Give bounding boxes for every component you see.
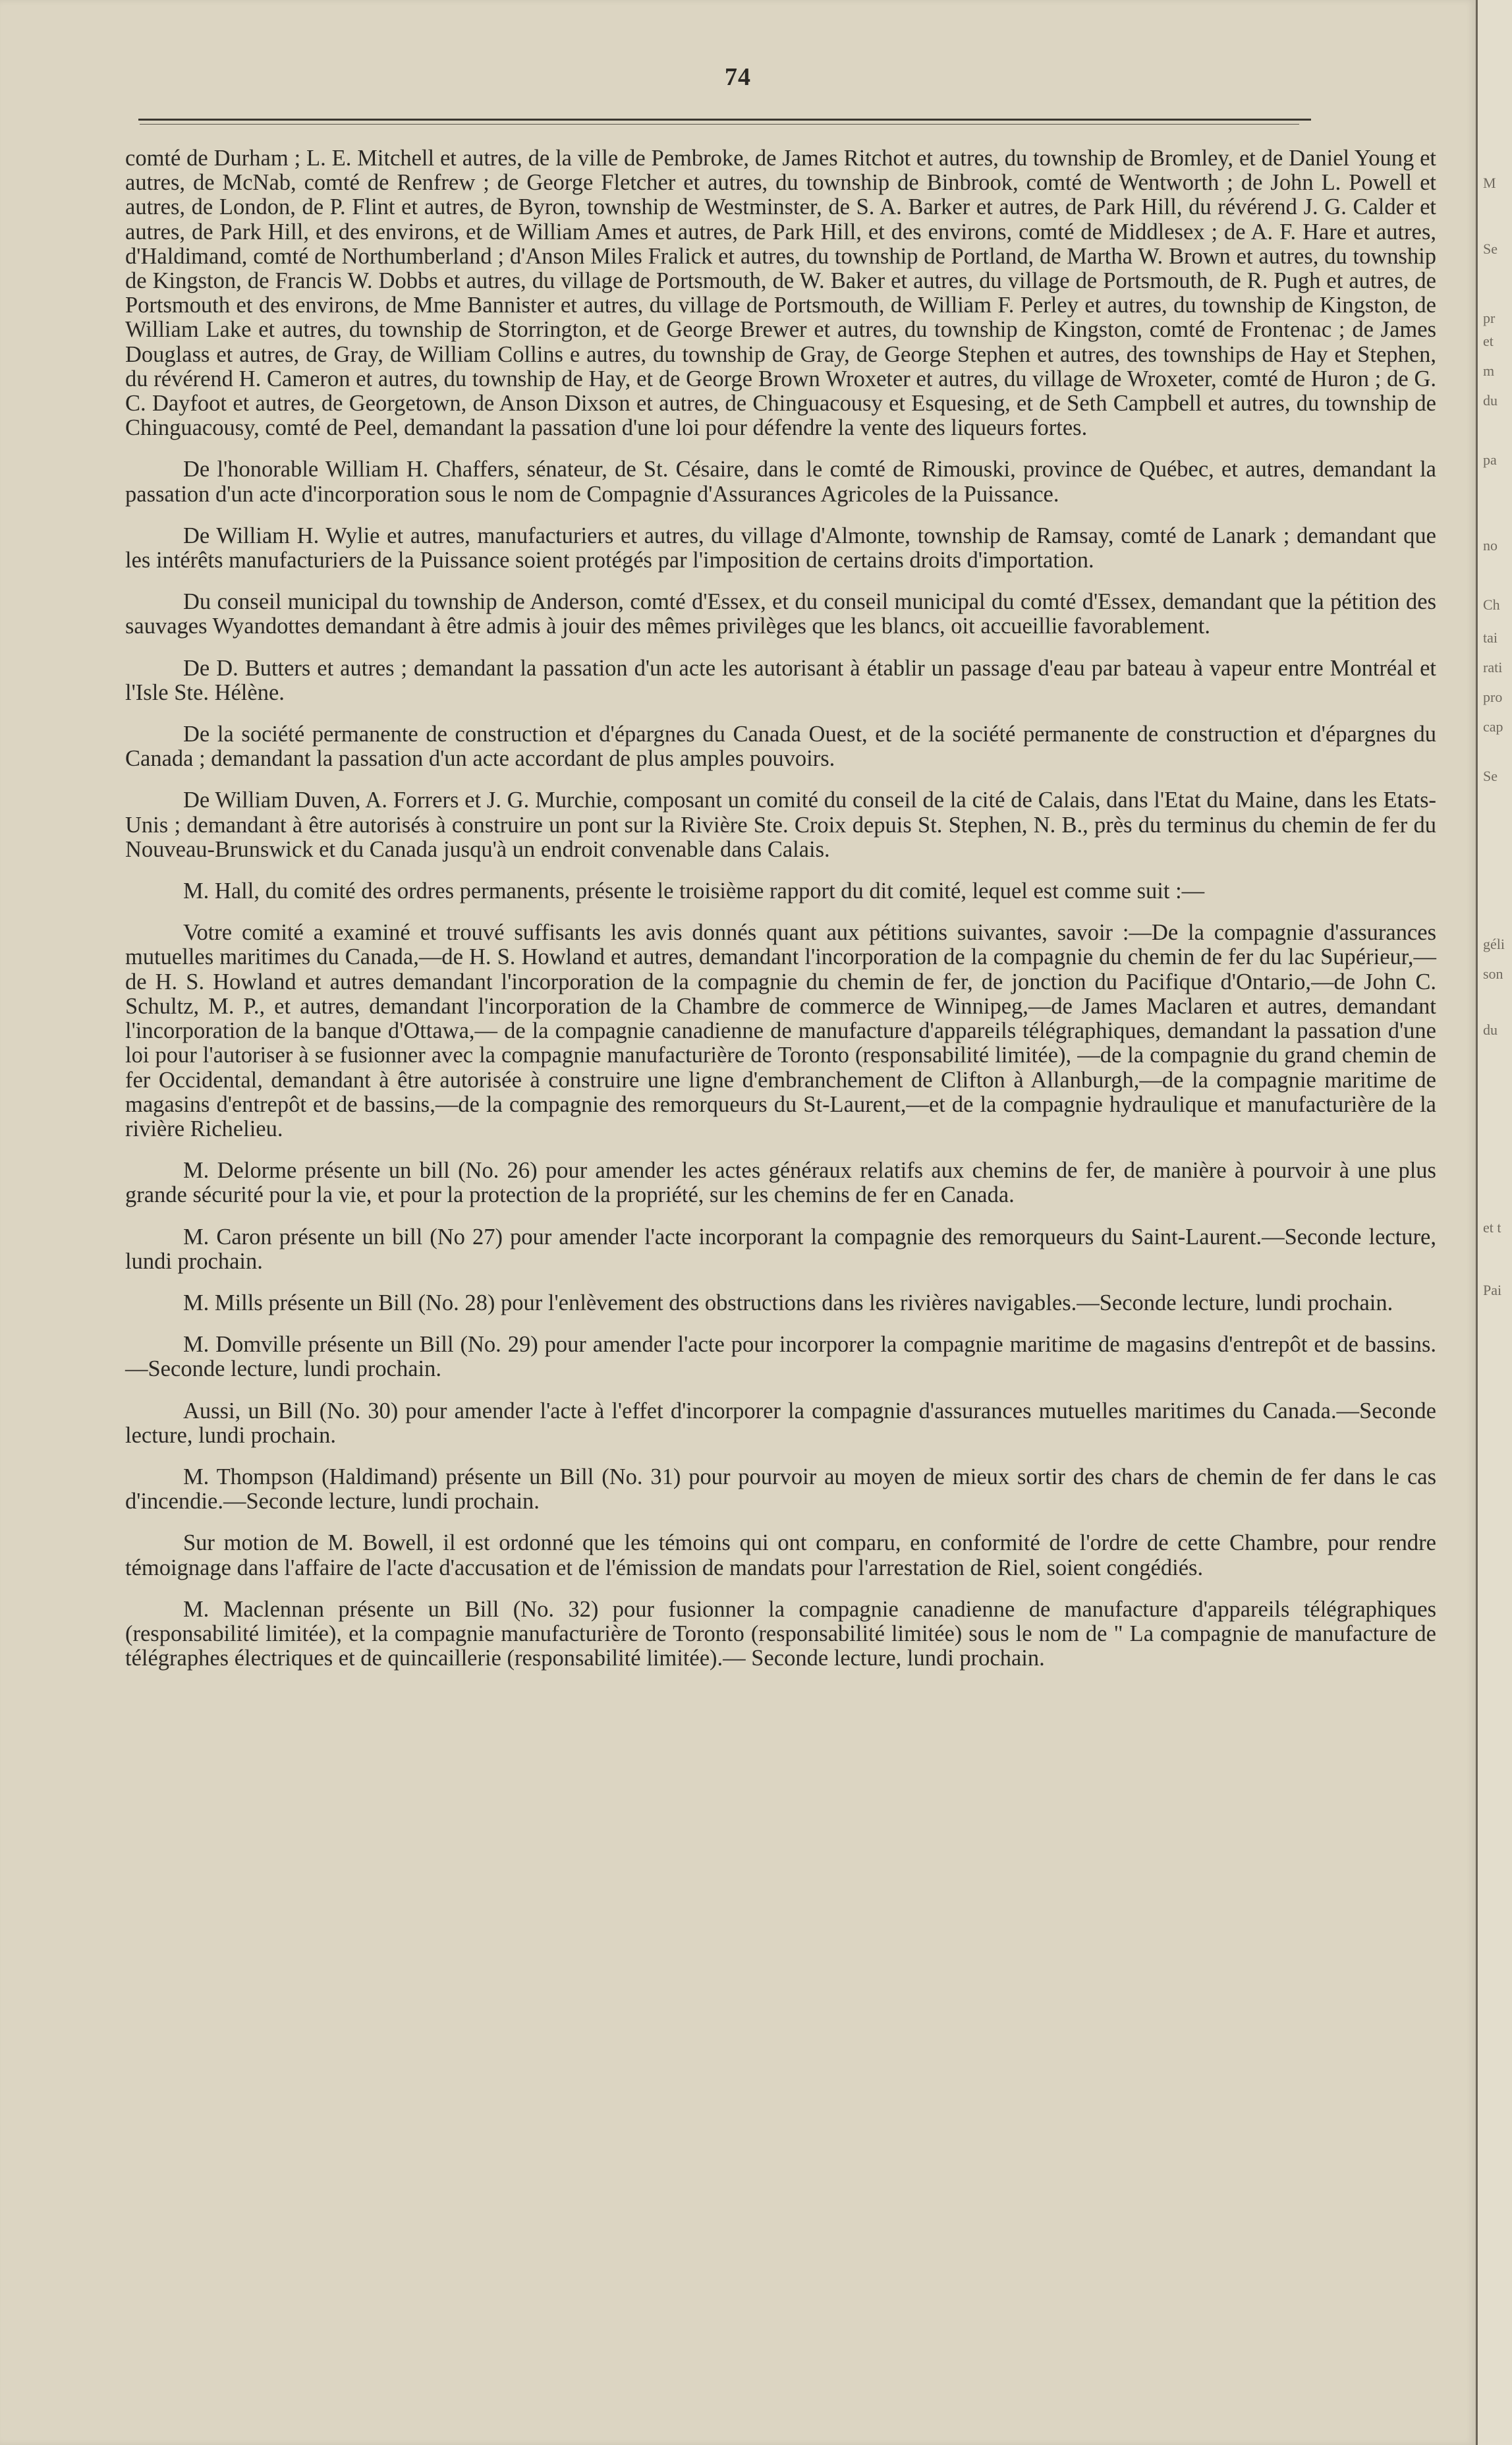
paragraph-chaffers: De l'honorable William H. Chaffers, sénateur, de St. Césaire, dans le comté de Rimouski, province de Québec, et autres, demandant la passation d'un acte d'incorporation sous le nom de Compagnie d'Assurances Agricoles de la Puissance. (125, 457, 1436, 507)
margin-fragment: no (1483, 537, 1498, 554)
margin-fragment: et t (1483, 1219, 1501, 1236)
margin-fragment: rati (1483, 659, 1503, 676)
paragraph-rapport: Votre comité a examiné et trouvé suffisants les avis donnés quant aux pétitions suivantes, savoir :—De la compagnie d'assurances mutuelles maritimes du Canada,—de H. S. Howland et autres, demandant l'incorporation de la compagnie du chemin de fer du lac Supérieur,—de H. S. Howland et autres demandant l'incorporation de la compagnie du chemin de fer, de jonction du Pacifique d'Ontario,—de John C. Schultz, M. P., et autres, demandant l'incorporation de la Chambre de commerce de Winnipeg,—de James Maclaren et autres, demandant l'incorporation de la banque d'Ottawa,— de la compagnie canadienne de manufacture d'appareils télégraphiques, demandant la passation d'une loi pour l'autoriser à se fusionner avec la compagnie manufacturière de Toronto (responsabilité limitée), —de la compagnie du grand chemin de fer Occidental, demandant à être autorisée à construire une ligne d'embranchement de Clifton à Allanburgh,—de la compagnie maritime de magasins d'entrepôt et de bassins,—de la compagnie des remorqueurs du St-Laurent,—et de la compagnie hydraulique et manufacturière de la rivière Richelieu. (125, 920, 1436, 1141)
paragraph-caron: M. Caron présente un bill (No 27) pour amender l'acte incorporant la compagnie des remorqueurs du Saint-Laurent.—Seconde lecture, lundi prochain. (125, 1224, 1436, 1274)
body-text (125, 146, 1436, 1671)
margin-fragment: Ch (1483, 596, 1500, 613)
margin-fragment: pr (1483, 310, 1496, 326)
paragraph-hall: M. Hall, du comité des ordres permanents, présente le troisième rapport du dit comité, lequel est comme suit :— (183, 878, 1205, 904)
margin-fragment: Se (1483, 241, 1498, 257)
margin-fragment: son (1483, 965, 1503, 982)
adjacent-page-edge (1476, 0, 1512, 2445)
margin-fragment: du (1483, 392, 1498, 409)
margin-fragment: pro (1483, 689, 1503, 705)
margin-fragment: cap (1483, 718, 1503, 735)
paragraph-societe: De la société permanente de construction et d'épargnes du Canada Ouest, et de la société permanente de construction et d'épargnes du Canada ; demandant la passation d'un acte accordant de plus amples pouvoirs. (125, 722, 1436, 772)
header-rule-thin (140, 124, 1299, 125)
paragraph-bowell: Sur motion de M. Bowell, il est ordonné que les témoins qui ont comparu, en conformité de l'ordre de cette Chambre, pour rendre témoignage dans l'affaire de l'acte d'accusation et de l'émission de mandats pour l'arrestation de Riel, soient congédiés. (125, 1530, 1436, 1580)
paragraph-domville: M. Domville présente un Bill (No. 29) pour amender l'acte pour incorporer la compagnie maritime de magasins d'entrepôt et de bassins.—Seconde lecture, lundi prochain. (125, 1332, 1436, 1382)
paragraph-maclennan: M. Maclennan présente un Bill (No. 32) pour fusionner la compagnie canadienne de manufacture d'appareils télégraphiques (responsabilité limitée), et la compagnie manufacturière de Toronto (responsabilité limitée) sous le nom de " La compagnie de manufacture de télégraphes électriques et de quincaillerie (responsabilité limitée).— Seconde lecture, lundi prochain. (125, 1596, 1436, 1671)
margin-fragment: Pai (1483, 1282, 1502, 1298)
margin-fragment: pa (1483, 451, 1497, 468)
margin-fragment: m (1483, 362, 1495, 379)
margin-fragment: tai (1483, 629, 1498, 646)
margin-fragment: Se (1483, 768, 1498, 784)
paragraph-delorme: M. Delorme présente un bill (No. 26) pour amender les actes généraux relatifs aux chemins de fer, de manière à pourvoir à une plus grande sécurité pour la vie, et pour la protection de la propriété, sur les chemins de fer en Canada. (125, 1158, 1436, 1208)
header-rule (138, 119, 1311, 121)
paragraph-thompson: M. Thompson (Haldimand) présente un Bill (No. 31) pour pourvoir au moyen de mieux sortir des chars de chemin de fer dans le cas d'incendie.—Seconde lecture, lundi prochain. (125, 1464, 1436, 1514)
paragraph-aussi: Aussi, un Bill (No. 30) pour amender l'acte à l'effet d'incorporer la compagnie d'assurances mutuelles maritimes du Canada.—Seconde lecture, lundi prochain. (125, 1398, 1436, 1448)
margin-fragment: du (1483, 1021, 1498, 1038)
paragraph-wylie: De William H. Wylie et autres, manufacturiers et autres, du village d'Almonte, township de Ramsay, comté de Lanark ; demandant que les intérêts manufacturiers de la Puissance soient protégés par l'imposition de certains droits d'importation. (125, 523, 1436, 573)
paragraph-petitions-temperance: comté de Durham ; L. E. Mitchell et autres, de la ville de Pembroke, de James Ritchot et autres, du township de Bromley, et de Daniel Young et autres, de McNab, comté de Renfrew ; de George Fletcher et autres, du township de Binbrook, comté de Wentworth ; de John L. Powell et autres, de London, de P. Flint et autres, de Byron, township de Westminster, de S. A. Barker et autres, de Park Hill, du révérend J. G. Calder et autres, de Park Hill, et des environs, et de William Ames et autres, de Park Hill, et des environs, comté de Middlesex ; de A. F. Hare et autres, d'Haldimand, comté de Northumberland ; d'Anson Miles Fralick et autres, du township de Portland, de Martha W. Brown et autres, du township de Kingston, de Francis W. Dobbs et autres, du village de Portsmouth, de W. Baker et autres, du village de Portsmouth, de R. Pugh et autres, de Portsmouth et des environs, de Mme Bannister et autres, du village de Portsmouth, de William F. Perley et autres, du township de Kingston, de William Lake et autres, du township de Storrington, et de George Brewer et autres, du township de Kingston, comté de Frontenac ; de James Douglass et autres, de Gray, de William Collins e autres, du township de Gray, de George Stephen et autres, des townships de Hay et Stephen, du révérend H. Cameron et autres, du township de Hay, et de George Brown Wroxeter et autres, du village de Wroxeter, comté de Huron ; de G. C. Dayfoot et autres, de Georgetown, de Anson Dixson et autres, de Chinguacousy et Esquesing, et de Seth Campbell et autres, du township de Chinguacousy, comté de Peel, demandant la passation d'une loi pour défendre la vente des liqueurs fortes. (125, 146, 1436, 441)
margin-fragment: géli (1483, 936, 1505, 952)
page-number: 74 (725, 63, 751, 91)
paragraph-duven: De William Duven, A. Forrers et J. G. Murchie, composant un comité du conseil de la cité de Calais, dans l'Etat du Maine, dans les Etats-Unis ; demandant à être autorisés à construire un pont sur la Rivière Ste. Croix depuis St. Stephen, N. B., près du terminus du chemin de fer du Nouveau-Brunswick et du Canada jusqu'à un endroit convenable dans Calais. (125, 788, 1436, 862)
margin-fragment: et (1483, 333, 1494, 349)
margin-fragment: M (1483, 175, 1496, 191)
paragraph-butters: De D. Butters et autres ; demandant la passation d'un acte les autorisant à établir un passage d'eau par bateau à vapeur entre Montréal et l'Isle Ste. Hélène. (125, 655, 1436, 705)
paragraph-mills: M. Mills présente un Bill (No. 28) pour l'enlèvement des obstructions dans les rivières navigables.—Seconde lecture, lundi prochain. (183, 1290, 1393, 1315)
paragraph-anderson: Du conseil municipal du township de Anderson, comté d'Essex, et du conseil municipal du comté d'Essex, demandant que la pétition des sauvages Wyandottes demandant à être admis à jouir des mêmes privilèges que les blancs, oit accueillie favorablement. (125, 589, 1436, 639)
